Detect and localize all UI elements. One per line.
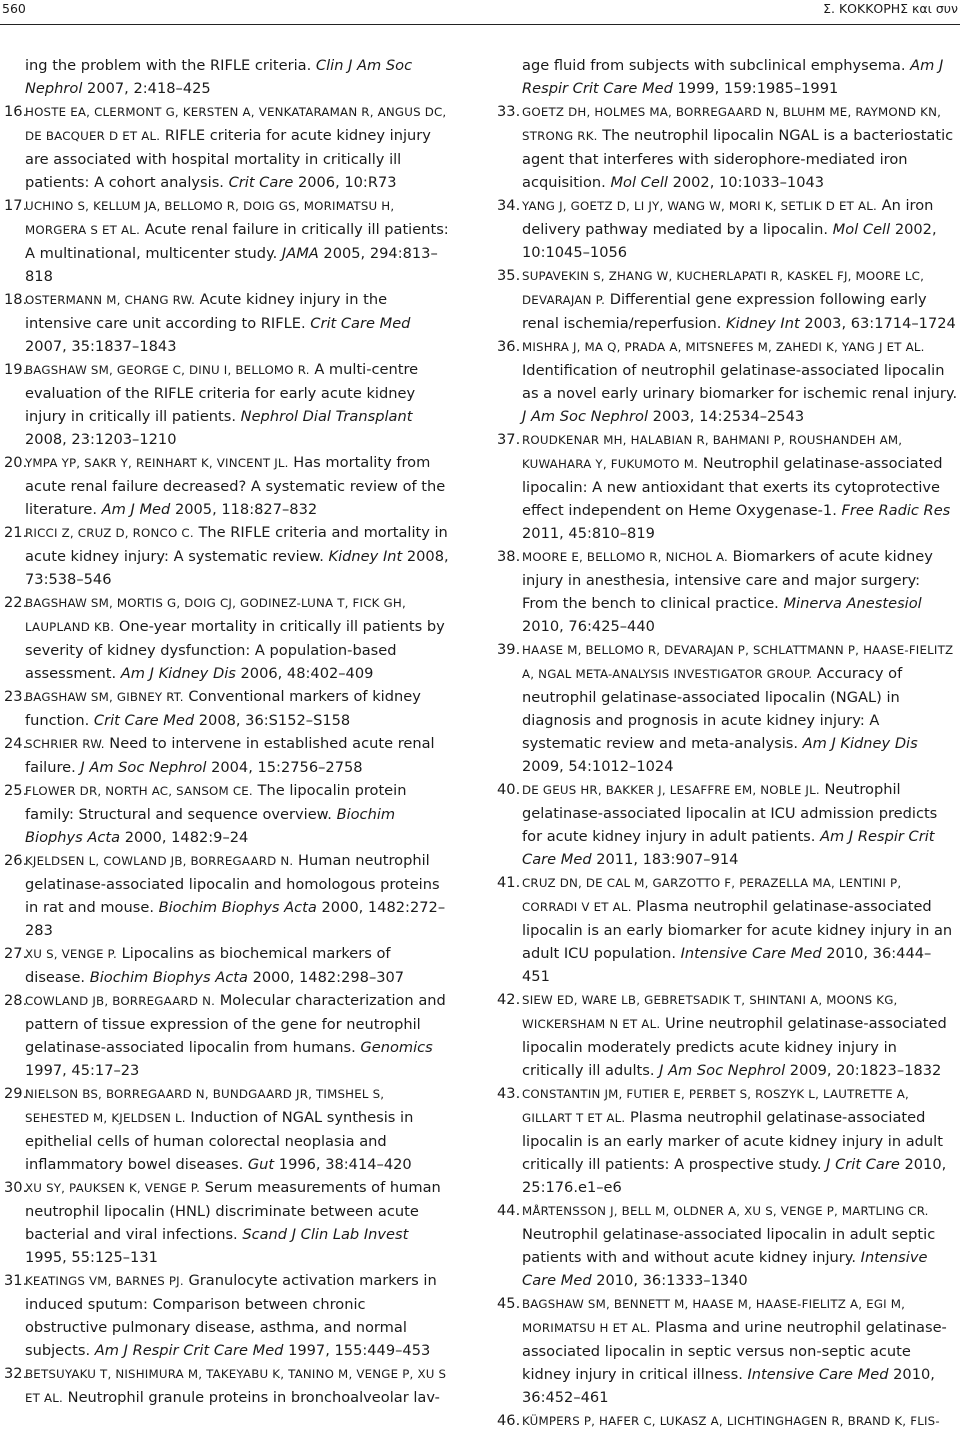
reference-authors: NIELSON BS, BORREGAARD N, BUNDGAARD JR, TIMSHEL S, SEHESTED M, KJELDSEN L. [25, 1087, 385, 1125]
reference-entry [4, 989, 449, 1082]
reference-citation: 2010, 25:176.e1–e6 [522, 1156, 947, 1196]
running-head: Σ. ΚΟΚΚΟΡΗΣ και συν [823, 1, 958, 16]
reference-journal: J Am Soc Nephrol [80, 759, 207, 776]
reference-title: Human neutrophil gelatinase-associated lipocalin and homologous proteins in rat and mouse. [25, 852, 440, 916]
reference-title: Plasma and urine neutrophil gelatinase-associated lipocalin in septic versus non-septic acute kidney injury in critical illness. [522, 1319, 947, 1383]
reference-column-left [4, 54, 449, 1410]
reference-journal: Kidney Int [328, 548, 403, 565]
reference-authors: UCHINO S, KELLUM JA, BELLOMO R, DOIG GS, MORIMATSU H, MORGERA S ET AL. [25, 199, 395, 237]
reference-authors: SCHRIER RW. [25, 737, 105, 751]
reference-journal: JAMA [281, 245, 319, 262]
reference-citation: 2009, 20:1823–1832 [789, 1062, 942, 1079]
reference-entry [4, 591, 449, 685]
reference-number: 17. [4, 197, 28, 214]
reference-authors: HOSTE EA, CLERMONT G, KERSTEN A, VENKATARAMAN R, ANGUS DC, DE BACQUER D ET AL. [25, 105, 447, 143]
reference-authors: ROUDKENAR MH, HALABIAN R, BAHMANI P, ROUSHANDEH AM, KUWAHARA Y, FUKUMOTO M. [522, 433, 903, 471]
reference-entry [4, 779, 449, 849]
reference-number: 23. [4, 688, 28, 705]
reference-number: 28. [4, 992, 28, 1009]
reference-citation: 2000, 1482:9–24 [124, 829, 249, 846]
reference-journal: Crit Care [228, 174, 294, 191]
reference-citation: 1995, 55:125–131 [25, 1249, 158, 1266]
reference-title: Neutrophil gelatinase-associated lipocalin in adult septic patients with and without acute kidney injury. [522, 1226, 936, 1266]
reference-journal: Gut [247, 1156, 275, 1173]
reference-entry [4, 942, 449, 989]
reference-number: 16. [4, 103, 28, 120]
reference-title: RIFLE criteria for acute kidney injury are associated with hospital mortality in critically ill patients: A cohort analysis. [25, 127, 431, 191]
reference-title: Has mortality from acute renal failure decreased? A systematic review of the literature. [25, 454, 446, 518]
reference-title: Acute renal failure in critically ill patients: A multinational, multicenter study. [25, 221, 449, 262]
reference-entry [4, 54, 449, 100]
reference-title: An iron delivery pathway mediated by a lipocalin. [522, 197, 934, 238]
reference-number: 27. [4, 945, 28, 962]
reference-title: Differential gene expression following early renal ischemia/reperfusion. [522, 291, 927, 332]
reference-title: Acute kidney injury in the intensive care unit according to RIFLE. [25, 291, 388, 332]
reference-citation: 2010, 36:444–451 [522, 945, 932, 985]
reference-citation: 2003, 63:1714–1724 [804, 315, 956, 332]
reference-title: Serum measurements of human neutrophil lipocalin (HNL) discriminate between acute bacterial and viral infections. [25, 1179, 441, 1243]
page-header [0, 0, 960, 24]
reference-number: 40. [497, 781, 521, 798]
reference-authors: OSTERMANN M, CHANG RW. [25, 293, 196, 307]
reference-number: 37. [497, 431, 521, 448]
reference-title: The neutrophil lipocalin NGAL is a bacteriostatic agent that interferes with siderophore-mediated iron acquisition. [522, 127, 954, 191]
reference-journal: Scand J Clin Lab Invest [242, 1226, 409, 1243]
reference-number: 44. [497, 1202, 521, 1219]
reference-citation: 2002, 10:1033–1043 [672, 174, 825, 191]
reference-citation: 2007, 35:1837–1843 [25, 338, 177, 355]
reference-number: 22. [4, 594, 28, 611]
reference-journal: Crit Care Med [93, 712, 195, 729]
reference-journal: Biochim Biophys Acta [158, 899, 317, 916]
reference-citation: 1996, 38:414–420 [278, 1156, 412, 1173]
reference-journal: J Crit Care [826, 1156, 900, 1173]
reference-column-right [497, 54, 959, 1433]
reference-title: Plasma neutrophil gelatinase-associated lipocalin is an early biomarker for acute kidney injury in an adult ICU population. [522, 898, 953, 962]
reference-title: Neutrophil gelatinase-associated lipocalin: A new antioxidant that exerts its cytoprotective effect independent on Heme Oxygenase-1. [522, 455, 943, 519]
reference-journal: Crit Care Med [310, 315, 411, 332]
reference-citation: 2011, 45:810–819 [522, 525, 655, 542]
reference-journal: Free Radic Res [841, 502, 951, 519]
reference-journal: Am J Kidney Dis [802, 735, 918, 752]
reference-title: Neutrophil granule proteins in bronchoalveolar lav- [67, 1389, 440, 1406]
reference-entry [497, 871, 959, 988]
reference-citation: 1999, 159:1985–1991 [677, 80, 839, 97]
reference-entry [4, 1269, 449, 1362]
reference-title: Lipocalins as biochemical markers of disease. [25, 945, 391, 986]
reference-number: 42. [497, 991, 521, 1008]
reference-citation: 2000, 1482:272–283 [25, 899, 446, 939]
reference-number: 26. [4, 852, 28, 869]
page-number: 560 [2, 1, 26, 16]
reference-citation: 1997, 45:17–23 [25, 1062, 140, 1079]
reference-journal: Intensive Care Med [522, 1249, 928, 1289]
reference-title: Molecular characterization and pattern of tissue expression of the gene for neutrophil gelatinase-associated lipocalin from humans. [25, 992, 446, 1056]
reference-citation: 2009, 54:1012–1024 [522, 758, 674, 775]
reference-citation: 2006, 10:R73 [297, 174, 397, 191]
reference-entry [4, 100, 449, 194]
reference-citation: 2003, 14:2534–2543 [652, 408, 805, 425]
reference-authors: BAGSHAW SM, BENNETT M, HAASE M, HAASE-FIELITZ A, EGI M, MORIMATSU H ET AL. [522, 1297, 906, 1335]
reference-citation: 2004, 15:2756–2758 [211, 759, 363, 776]
reference-title: Biomarkers of acute kidney injury in anesthesia, intensive care and major surgery: From the bench to clinical practice. [522, 548, 933, 612]
reference-authors: HAASE M, BELLOMO R, DEVARAJAN P, SCHLATTMANN P, HAASE-FIELITZ A, NGAL META-ANALYSIS INVESTIGATOR GROUP. [522, 643, 954, 681]
reference-authors: MISHRA J, MA Q, PRADA A, MITSNEFES M, ZAHEDI K, YANG J ET AL. [522, 340, 925, 354]
reference-journal: Am J Respir Crit Care Med [94, 1342, 284, 1359]
reference-number: 32. [4, 1365, 28, 1382]
reference-entry [497, 100, 959, 194]
reference-authors: KEATINGS VM, BARNES PJ. [25, 1274, 184, 1288]
reference-citation: 2005, 294:813–818 [25, 245, 438, 285]
reference-journal: Am J Respir Crit Care Med [522, 57, 944, 97]
reference-number: 34. [497, 197, 521, 214]
reference-authors: CRUZ DN, DE CAL M, GARZOTTO F, PERAZELLA MA, LENTINI P, CORRADI V ET AL. [522, 876, 902, 914]
reference-entry [4, 685, 449, 732]
reference-authors: GOETZ DH, HOLMES MA, BORREGAARD N, BLUHM ME, RAYMOND KN, STRONG RK. [522, 105, 942, 143]
reference-citation: 2008, 73:538–546 [25, 548, 449, 588]
reference-entry [4, 358, 449, 451]
reference-title: ing the problem with the RIFLE criteria. [25, 57, 312, 74]
reference-number: 29. [4, 1085, 28, 1102]
reference-number: 41. [497, 874, 521, 891]
reference-citation: 2005, 118:827–832 [174, 501, 318, 518]
reference-authors: BETSUYAKU T, NISHIMURA M, TAKEYABU K, TANINO M, VENGE P, XU S ET AL. [25, 1367, 447, 1405]
reference-entry [4, 194, 449, 288]
reference-authors: CONSTANTIN JM, FUTIER E, PERBET S, ROSZYK L, LAUTRETTE A, GILLART T ET AL. [522, 1087, 909, 1125]
reference-title: age fluid from subjects with subclinical emphysema. [522, 57, 906, 74]
reference-authors: FLOWER DR, NORTH AC, SANSOM CE. [25, 784, 253, 798]
reference-entry [4, 521, 449, 591]
reference-journal: Kidney Int [726, 315, 800, 332]
reference-title: Plasma neutrophil gelatinase-associated lipocalin is an early marker of acute kidney injury in adult critically ill patients: A prospective study. [522, 1109, 943, 1173]
reference-number: 31. [4, 1272, 28, 1289]
reference-journal: Clin J Am Soc Nephrol [25, 57, 413, 97]
reference-title: Induction of NGAL synthesis in epithelial cells of human colorectal neoplasia and inflammatory bowel diseases. [25, 1109, 414, 1173]
reference-citation: 2008, 36:S152–S158 [198, 712, 351, 729]
reference-number: 18. [4, 291, 28, 308]
reference-citation: 2000, 1482:298–307 [252, 969, 405, 986]
reference-journal: Genomics [360, 1039, 433, 1056]
reference-entry [4, 1176, 449, 1269]
reference-journal: Biochim Biophys Acta [25, 806, 396, 846]
reference-authors: KJELDSEN L, COWLAND JB, BORREGAARD N. [25, 854, 294, 868]
reference-authors: XU SY, PAUKSEN K, VENGE P. [25, 1181, 201, 1195]
reference-title: Accuracy of neutrophil gelatinase-associated lipocalin (NGAL) in diagnosis and prognosis in acute kidney injury: A systematic review and meta-analysis. [522, 665, 903, 752]
header-rule [0, 24, 960, 25]
reference-entry [497, 264, 959, 335]
reference-title: One-year mortality in critically ill patients by severity of kidney dysfunction: A population-based assessment. [25, 618, 445, 682]
reference-number: 33. [497, 103, 521, 120]
reference-authors: COWLAND JB, BORREGAARD N. [25, 994, 216, 1008]
reference-number: 35. [497, 267, 521, 284]
reference-citation: 1997, 155:449–453 [288, 1342, 431, 1359]
reference-number: 20. [4, 454, 28, 471]
reference-journal: Intensive Care Med [747, 1366, 889, 1383]
reference-title: Neutrophil gelatinase-associated lipocalin at ICU admission predicts for acute kidney injury in adult patients. [522, 781, 938, 845]
reference-authors: BAGSHAW SM, GEORGE C, DINU I, BELLOMO R. [25, 363, 310, 377]
reference-entry [4, 1362, 449, 1410]
reference-title: Granulocyte activation markers in induced sputum: Comparison between chronic obstructive pulmonary disease, asthma, and normal subjects. [25, 1272, 437, 1359]
reference-journal: Am J Med [101, 501, 171, 518]
reference-title: Urine neutrophil gelatinase-associated lipocalin moderately predicts acute kidney injury in critically ill adults. [522, 1015, 947, 1079]
reference-number: 36. [497, 338, 521, 355]
reference-authors: XU S, VENGE P. [25, 947, 117, 961]
reference-entry [497, 1292, 959, 1409]
reference-citation: 2010, 36:452–461 [522, 1366, 935, 1406]
reference-journal: Mol Cell [610, 174, 668, 191]
reference-number: 21. [4, 524, 28, 541]
reference-number: 19. [4, 361, 28, 378]
reference-journal: Nephrol Dial Transplant [240, 408, 413, 425]
reference-title: The RIFLE criteria and mortality in acute kidney injury: A systematic review. [25, 524, 448, 565]
reference-title: Conventional markers of kidney function. [25, 688, 421, 729]
reference-number: 25. [4, 782, 28, 799]
reference-citation: 2007, 2:418–425 [87, 80, 211, 97]
reference-authors: BAGSHAW SM, MORTIS G, DOIG CJ, GODINEZ-LUNA T, FICK GH, LAUPLAND KB. [25, 596, 406, 634]
reference-citation: 2010, 76:425–440 [522, 618, 655, 635]
reference-number: 46. [497, 1412, 521, 1429]
reference-citation: 2006, 48:402–409 [240, 665, 374, 682]
reference-authors: BAGSHAW SM, GIBNEY RT. [25, 690, 184, 704]
reference-number: 30. [4, 1179, 28, 1196]
reference-authors: SIEW ED, WARE LB, GEBRETSADIK T, SHINTANI A, MOONS KG, WICKERSHAM N ET AL. [522, 993, 898, 1031]
reference-number: 38. [497, 548, 521, 565]
reference-journal: Intensive Care Med [680, 945, 822, 962]
reference-citation: 2011, 183:907–914 [596, 851, 739, 868]
reference-number: 45. [497, 1295, 521, 1312]
reference-entry [497, 1409, 959, 1433]
reference-number: 43. [497, 1085, 521, 1102]
reference-authors: YMPA YP, SAKR Y, REINHART K, VINCENT JL. [25, 456, 289, 470]
reference-entry [497, 638, 959, 778]
reference-entry [497, 194, 959, 264]
reference-title: Need to intervene in established acute renal failure. [25, 735, 435, 776]
reference-authors: DE GEUS HR, BAKKER J, LESAFFRE EM, NOBLE JL. [522, 783, 820, 797]
reference-journal: Minerva Anestesiol [783, 595, 922, 612]
reference-entry [497, 778, 959, 871]
reference-entry [4, 451, 449, 521]
reference-entry [497, 988, 959, 1082]
reference-number: 24. [4, 735, 28, 752]
reference-citation: 2008, 23:1203–1210 [25, 431, 177, 448]
reference-journal: J Am Soc Nephrol [522, 408, 649, 425]
reference-authors: MÅRTENSSON J, BELL M, OLDNER A, XU S, VENGE P, MARTLING CR. [522, 1204, 929, 1218]
reference-entry [497, 428, 959, 545]
reference-journal: Mol Cell [832, 221, 891, 238]
reference-authors: SUPAVEKIN S, ZHANG W, KUCHERLAPATI R, KASKEL FJ, MOORE LC, DEVARAJAN P. [522, 269, 925, 307]
reference-entry [497, 1199, 959, 1292]
reference-entry [497, 545, 959, 638]
reference-entry [497, 335, 959, 428]
reference-title: The lipocalin protein family: Structural and sequence overview. [25, 782, 407, 823]
reference-number: 39. [497, 641, 521, 658]
reference-citation: 2010, 36:1333–1340 [596, 1272, 748, 1289]
reference-entry [4, 1082, 449, 1176]
reference-journal: Am J Respir Crit Care Med [522, 828, 935, 868]
reference-journal: Biochim Biophys Acta [89, 969, 248, 986]
reference-authors: KÜMPERS P, HAFER C, LUKASZ A, LICHTINGHAGEN R, BRAND K, FLIS- [522, 1414, 940, 1428]
reference-authors: MOORE E, BELLOMO R, NICHOL A. [522, 550, 729, 564]
reference-journal: Am J Kidney Dis [120, 665, 236, 682]
reference-entry [497, 1082, 959, 1199]
reference-entry [497, 54, 959, 100]
reference-citation: 2002, 10:1045–1056 [522, 221, 937, 261]
reference-journal: J Am Soc Nephrol [659, 1062, 786, 1079]
reference-entry [4, 849, 449, 942]
reference-entry [4, 732, 449, 779]
reference-authors: RICCI Z, CRUZ D, RONCO C. [25, 526, 194, 540]
reference-entry [4, 288, 449, 358]
reference-authors: YANG J, GOETZ D, LI JY, WANG W, MORI K, SETLIK D ET AL. [522, 199, 877, 213]
reference-title: Identification of neutrophil gelatinase-associated lipocalin as a novel early urinary biomarker for ischemic renal injury. [522, 362, 958, 402]
reference-title: A multi-centre evaluation of the RIFLE criteria for early acute kidney injury in critically ill patients. [25, 361, 419, 425]
